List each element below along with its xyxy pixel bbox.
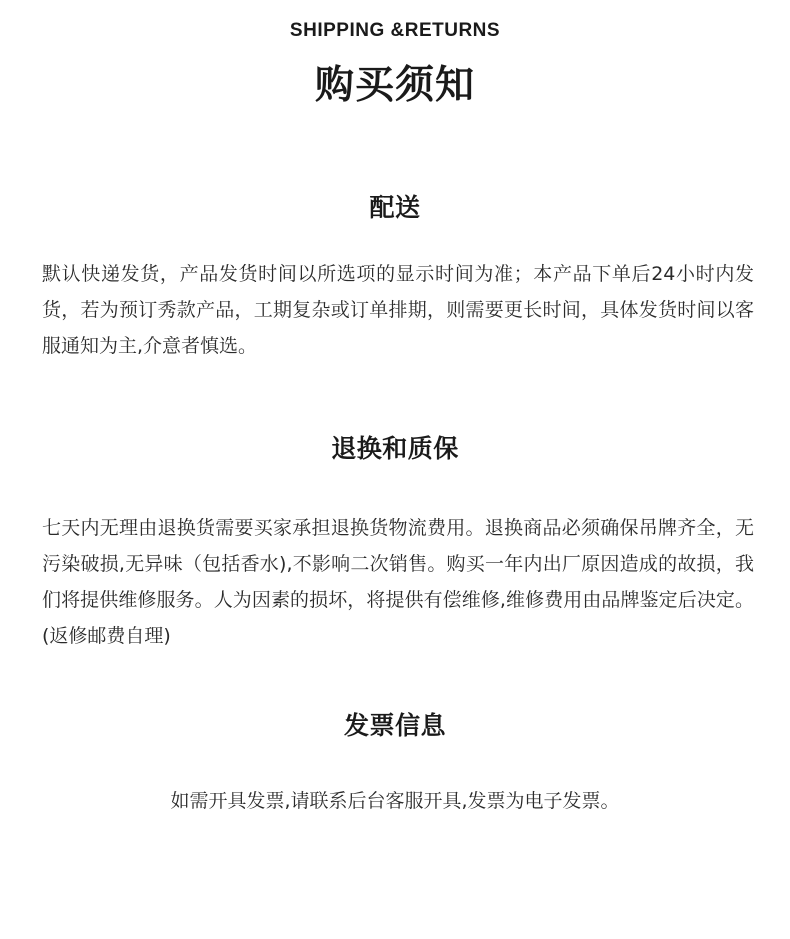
page-title: 购买须知 bbox=[314, 63, 475, 108]
section-title-returns-warranty: 退换和质保 bbox=[331, 434, 459, 463]
page-eyebrow: SHIPPING &RETURNS bbox=[289, 20, 501, 41]
section-body-invoice: 如需开具发票,请联系后台客服开具,发票为电子发票。 bbox=[170, 790, 620, 812]
section-title-invoice: 发票信息 bbox=[343, 711, 446, 740]
section-body-shipping: 默认快递发货，产品发货时间以所选项的显示时间为准；本产品下单后24小时内发货，若为预订秀款产品，工期复杂或订单排期，则需要更长时间，具体发货时间以客服通知为主,介意者慎选。 bbox=[42, 263, 754, 357]
section-body-returns-warranty: 七天内无理由退换货需要买家承担退换货物流费用。退换商品必须确保吊牌齐全，无污染破损,无异味（包括香水),不影响二次销售。购买一年内出厂原因造成的故损，我们将提供维修服务。人为因素的损坏，将提供有偿维修,维修费用由品牌鉴定后决定。(返修邮费自理) bbox=[42, 517, 754, 647]
section-title-shipping: 配送 bbox=[369, 193, 421, 222]
